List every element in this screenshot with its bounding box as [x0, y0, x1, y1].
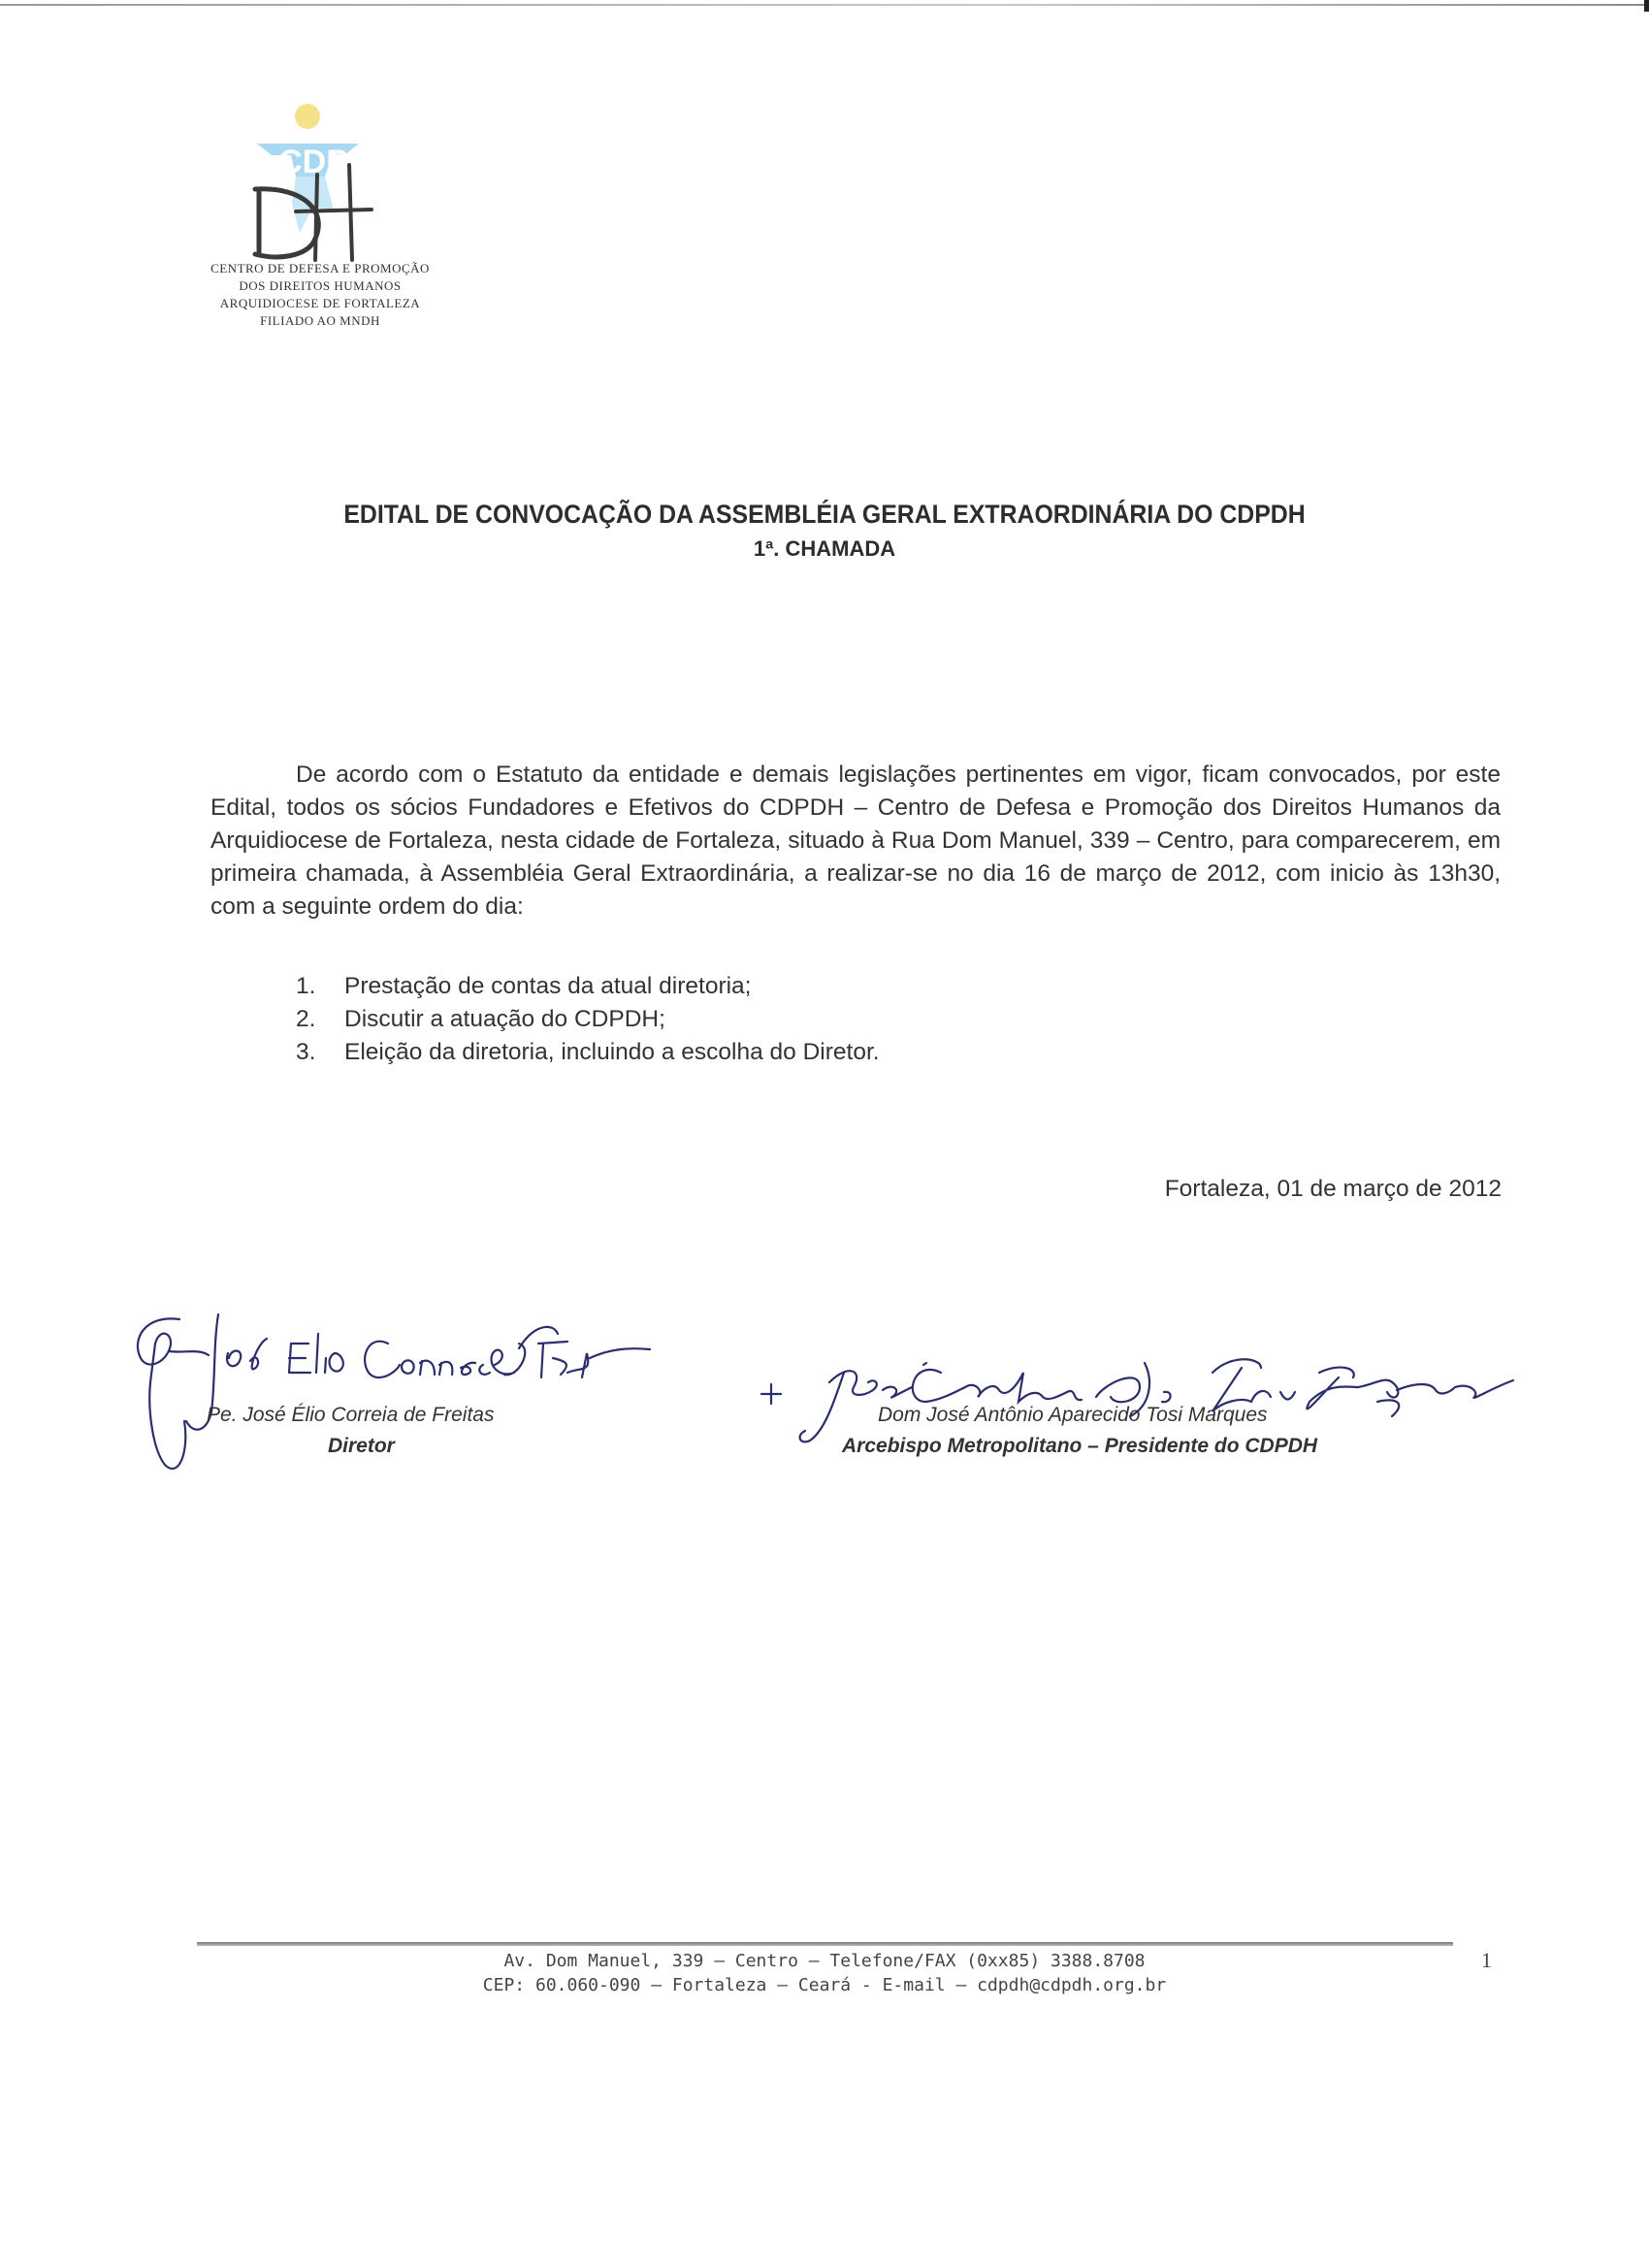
page-number: 1 — [1481, 1948, 1492, 1972]
agenda-item — [296, 970, 880, 1003]
agenda-item-number: 3. — [296, 1039, 316, 1065]
agenda-item-number: 1. — [296, 973, 316, 999]
scan-corner-mark — [1644, 0, 1649, 12]
agenda-item-text: Discutir a atuação do CDPDH; — [344, 1006, 665, 1032]
director-role: Diretor — [328, 1435, 395, 1457]
logo-caption — [194, 260, 446, 330]
director-handwritten-signature — [126, 1305, 708, 1479]
scan-edge-line — [0, 4, 1649, 6]
agenda-item-text: Eleição da diretoria, incluindo a escolha do Diretor. — [344, 1039, 880, 1065]
agenda-list — [296, 970, 880, 1069]
footer-divider — [197, 1942, 1453, 1946]
logo-caption-line: DOS DIREITOS HUMANOS — [239, 278, 402, 293]
archbishop-name: Dom José Antônio Aparecido Tosi Marques — [878, 1404, 1268, 1426]
agenda-item-text: Prestação de contas da atual diretoria; — [344, 973, 752, 999]
archbishop-role: Arcebispo Metropolitano – Presidente do CDPDH — [842, 1435, 1318, 1457]
agenda-item-number: 2. — [296, 1006, 316, 1032]
document-subtitle: 1ª. CHAMADA — [753, 536, 896, 561]
logo-cdp-letters: CDP — [278, 144, 348, 180]
agenda-item — [296, 1036, 880, 1069]
document-title: EDITAL DE CONVOCAÇÃO DA ASSEMBLÉIA GERAL EXTRAORDINÁRIA DO CDPDH — [343, 500, 1306, 529]
logo-caption-line: ARQUIDIOCESE DE FORTALEZA — [219, 296, 421, 310]
logo-caption-line: CENTRO DE DEFESA E PROMOÇÃO — [210, 261, 430, 275]
date-line: Fortaleza, 01 de março de 2012 — [1164, 1176, 1502, 1202]
body-paragraph: De acordo com o Estatuto da entidade e demais legislações pertinentes em vigor, ficam convocados, por este Edital, todos os sócios Fundadores e Efetivos do CDPDH – Centro de Defesa e Promoção dos Direitos Humanos da Arquidiocese de Fortaleza, nesta cidade de Fortaleza, situado à Rua Dom Manuel, 339 – Centro, para comparecerem, em primeira chamada, à Assembléia Geral Extraordinária, a realizar-se no dia 16 de março de 2012, com inicio às 13h30, com a seguinte ordem do dia: — [210, 761, 1501, 920]
logo-caption-line: FILIADO AO MNDH — [260, 313, 380, 328]
logo-sun-mark — [295, 104, 320, 129]
agenda-item — [296, 1003, 880, 1036]
footer-address: Av. Dom Manuel, 339 – Centro – Telefone/FAX (0xx85) 3388.8708 — [503, 1951, 1146, 1971]
director-name: Pe. José Élio Correia de Freitas — [207, 1404, 495, 1426]
footer-contact: CEP: 60.060-090 – Fortaleza – Ceará - E-mail – cdpdh@cdpdh.org.br — [482, 1975, 1167, 1995]
document-body — [210, 759, 1501, 923]
